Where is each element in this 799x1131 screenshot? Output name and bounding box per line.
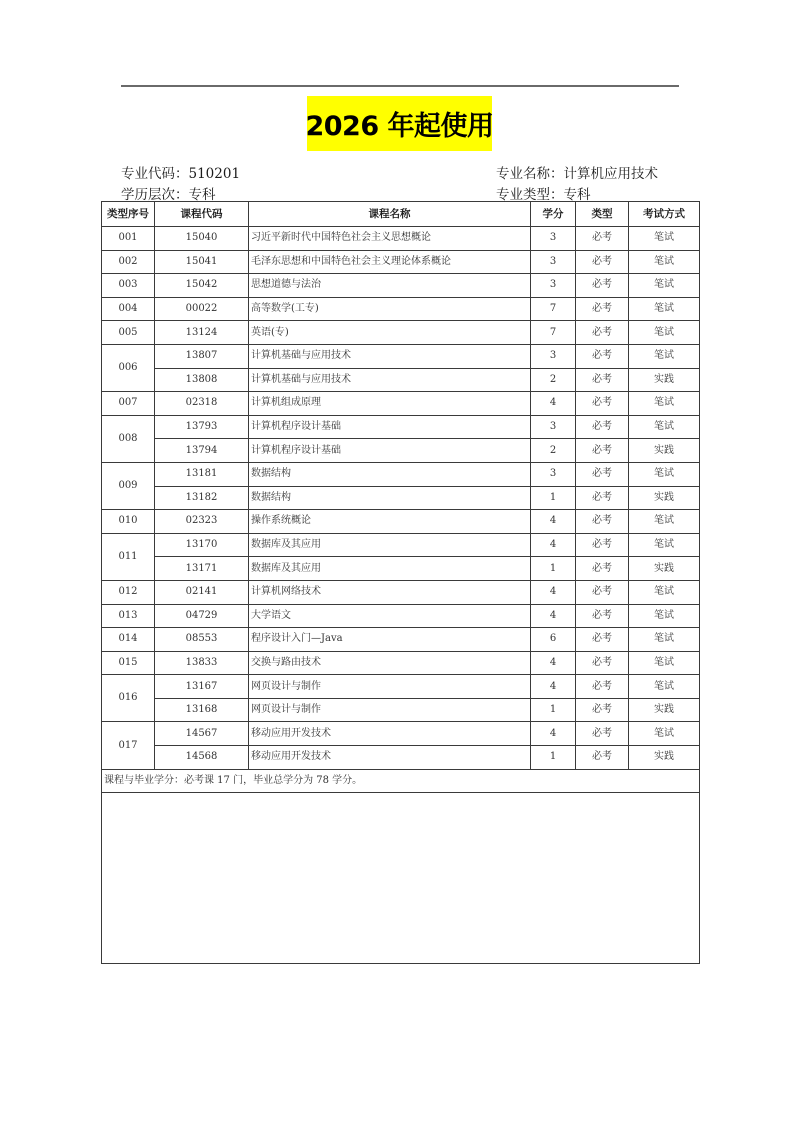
- major-code-value: 510201: [188, 166, 241, 182]
- cell-type: 必考: [576, 580, 629, 604]
- cell-seq: 007: [102, 392, 155, 416]
- cell-name: 英语(专): [249, 321, 531, 345]
- cell-code: 13794: [155, 439, 249, 463]
- level-label: 学历层次：: [121, 187, 189, 203]
- cell-name: 数据结构: [249, 462, 531, 486]
- table-row: [102, 368, 700, 392]
- cell-credit: 4: [531, 722, 576, 746]
- cell-exam: 实践: [629, 368, 700, 392]
- cell-name: 大学语文: [249, 604, 531, 628]
- cell-type: 必考: [576, 628, 629, 652]
- cell-code: 13807: [155, 344, 249, 368]
- cell-type: 必考: [576, 533, 629, 557]
- cell-code: 13124: [155, 321, 249, 345]
- cell-credit: 3: [531, 274, 576, 298]
- cell-credit: 2: [531, 368, 576, 392]
- cell-credit: 3: [531, 227, 576, 251]
- cell-seq: 013: [102, 604, 155, 628]
- cell-name: 计算机程序设计基础: [249, 415, 531, 439]
- cell-seq: 001: [102, 227, 155, 251]
- table-row: [102, 462, 700, 486]
- cell-name: 计算机程序设计基础: [249, 439, 531, 463]
- table-row: [102, 486, 700, 510]
- table-row: [102, 344, 700, 368]
- cell-exam: 实践: [629, 698, 700, 722]
- cell-name: 数据结构: [249, 486, 531, 510]
- cell-code: 13833: [155, 651, 249, 675]
- cell-type: 必考: [576, 510, 629, 534]
- cell-code: 08553: [155, 628, 249, 652]
- cell-name: 高等数学(工专): [249, 297, 531, 321]
- cell-exam: 笔试: [629, 415, 700, 439]
- cell-seq: 011: [102, 533, 155, 580]
- cell-exam: 笔试: [629, 321, 700, 345]
- cell-seq: 002: [102, 250, 155, 274]
- table-row: [102, 651, 700, 675]
- cell-type: 必考: [576, 557, 629, 581]
- cell-type: 必考: [576, 604, 629, 628]
- cell-code: 15040: [155, 227, 249, 251]
- cell-name: 计算机基础与应用技术: [249, 368, 531, 392]
- cell-type: 必考: [576, 368, 629, 392]
- education-level: [121, 183, 216, 203]
- cell-code: 13171: [155, 557, 249, 581]
- table-row: [102, 698, 700, 722]
- cell-seq: 014: [102, 628, 155, 652]
- major-type-label: 专业类型：: [496, 187, 564, 203]
- cell-code: 04729: [155, 604, 249, 628]
- table-row: [102, 415, 700, 439]
- blank-area: [102, 792, 700, 963]
- cell-type: 必考: [576, 297, 629, 321]
- cell-code: 13181: [155, 462, 249, 486]
- cell-exam: 笔试: [629, 533, 700, 557]
- cell-exam: 笔试: [629, 604, 700, 628]
- cell-exam: 笔试: [629, 628, 700, 652]
- cell-exam: 笔试: [629, 392, 700, 416]
- cell-exam: 实践: [629, 557, 700, 581]
- table-row: [102, 250, 700, 274]
- cell-credit: 3: [531, 344, 576, 368]
- cell-code: 13167: [155, 675, 249, 699]
- table-row: [102, 675, 700, 699]
- cell-code: 13793: [155, 415, 249, 439]
- cell-type: 必考: [576, 462, 629, 486]
- table-row: [102, 274, 700, 298]
- cell-code: 14567: [155, 722, 249, 746]
- header-name: 课程名称: [249, 202, 531, 227]
- major-name-label: 专业名称：: [496, 166, 564, 182]
- cell-name: 计算机网络技术: [249, 580, 531, 604]
- cell-code: 15041: [155, 250, 249, 274]
- cell-type: 必考: [576, 344, 629, 368]
- table-row: [102, 533, 700, 557]
- cell-code: 13808: [155, 368, 249, 392]
- cell-exam: 笔试: [629, 250, 700, 274]
- cell-credit: 2: [531, 439, 576, 463]
- cell-credit: 1: [531, 486, 576, 510]
- major-code: [121, 162, 240, 182]
- header-type: 类型: [576, 202, 629, 227]
- cell-name: 毛泽东思想和中国特色社会主义理论体系概论: [249, 250, 531, 274]
- cell-code: 13182: [155, 486, 249, 510]
- cell-credit: 4: [531, 533, 576, 557]
- cell-name: 数据库及其应用: [249, 533, 531, 557]
- table-row: [102, 580, 700, 604]
- cell-credit: 4: [531, 675, 576, 699]
- major-name: [496, 162, 658, 182]
- cell-code: 13168: [155, 698, 249, 722]
- major-name-value: 计算机应用技术: [563, 166, 658, 182]
- cell-name: 数据库及其应用: [249, 557, 531, 581]
- cell-credit: 1: [531, 746, 576, 770]
- cell-name: 网页设计与制作: [249, 698, 531, 722]
- cell-exam: 笔试: [629, 297, 700, 321]
- summary-text: 课程与毕业学分：必考课 17 门，毕业总学分为 78 学分。: [102, 769, 700, 792]
- table-row: [102, 604, 700, 628]
- cell-type: 必考: [576, 250, 629, 274]
- cell-exam: 笔试: [629, 274, 700, 298]
- cell-type: 必考: [576, 722, 629, 746]
- cell-seq: 010: [102, 510, 155, 534]
- top-rule: [121, 85, 679, 87]
- cell-credit: 4: [531, 604, 576, 628]
- cell-name: 习近平新时代中国特色社会主义思想概论: [249, 227, 531, 251]
- cell-code: 02318: [155, 392, 249, 416]
- cell-exam: 笔试: [629, 510, 700, 534]
- cell-credit: 4: [531, 510, 576, 534]
- cell-type: 必考: [576, 392, 629, 416]
- page-title: 2026 年起使用: [307, 96, 492, 151]
- cell-type: 必考: [576, 651, 629, 675]
- cell-type: 必考: [576, 746, 629, 770]
- cell-exam: 实践: [629, 486, 700, 510]
- header-seq: 类型序号: [102, 202, 155, 227]
- cell-seq: 009: [102, 462, 155, 509]
- cell-credit: 6: [531, 628, 576, 652]
- table-row: [102, 321, 700, 345]
- cell-credit: 4: [531, 580, 576, 604]
- cell-name: 操作系统概论: [249, 510, 531, 534]
- table-header-row: [102, 202, 700, 227]
- cell-code: 02141: [155, 580, 249, 604]
- cell-name: 程序设计入门—Java: [249, 628, 531, 652]
- cell-seq: 012: [102, 580, 155, 604]
- cell-seq: 008: [102, 415, 155, 462]
- cell-seq: 004: [102, 297, 155, 321]
- table-body: [102, 227, 700, 770]
- cell-seq: 015: [102, 651, 155, 675]
- cell-type: 必考: [576, 439, 629, 463]
- cell-seq: 006: [102, 344, 155, 391]
- level-value: 专科: [188, 187, 216, 203]
- header-credit: 学分: [531, 202, 576, 227]
- cell-type: 必考: [576, 415, 629, 439]
- cell-exam: 笔试: [629, 462, 700, 486]
- cell-name: 计算机基础与应用技术: [249, 344, 531, 368]
- cell-code: 13170: [155, 533, 249, 557]
- cell-seq: 005: [102, 321, 155, 345]
- cell-credit: 7: [531, 321, 576, 345]
- table-row: [102, 227, 700, 251]
- cell-name: 网页设计与制作: [249, 675, 531, 699]
- cell-seq: 017: [102, 722, 155, 769]
- cell-exam: 笔试: [629, 227, 700, 251]
- table-row: [102, 628, 700, 652]
- course-table: [101, 201, 700, 964]
- cell-exam: 笔试: [629, 344, 700, 368]
- cell-credit: 4: [531, 651, 576, 675]
- cell-type: 必考: [576, 227, 629, 251]
- cell-exam: 笔试: [629, 722, 700, 746]
- table-row: [102, 392, 700, 416]
- cell-credit: 4: [531, 392, 576, 416]
- table-row: [102, 297, 700, 321]
- major-type: [496, 183, 591, 203]
- cell-code: 00022: [155, 297, 249, 321]
- table-row: [102, 746, 700, 770]
- cell-exam: 笔试: [629, 651, 700, 675]
- cell-name: 移动应用开发技术: [249, 722, 531, 746]
- cell-credit: 1: [531, 557, 576, 581]
- cell-credit: 3: [531, 250, 576, 274]
- cell-name: 交换与路由技术: [249, 651, 531, 675]
- blank-row: [102, 792, 700, 963]
- cell-name: 思想道德与法治: [249, 274, 531, 298]
- cell-type: 必考: [576, 486, 629, 510]
- cell-credit: 7: [531, 297, 576, 321]
- cell-credit: 3: [531, 415, 576, 439]
- cell-name: 移动应用开发技术: [249, 746, 531, 770]
- cell-type: 必考: [576, 321, 629, 345]
- cell-code: 14568: [155, 746, 249, 770]
- cell-name: 计算机组成原理: [249, 392, 531, 416]
- summary-row: [102, 769, 700, 792]
- header-code: 课程代码: [155, 202, 249, 227]
- cell-code: 02323: [155, 510, 249, 534]
- table-row: [102, 439, 700, 463]
- cell-code: 15042: [155, 274, 249, 298]
- cell-exam: 笔试: [629, 580, 700, 604]
- cell-type: 必考: [576, 274, 629, 298]
- major-type-value: 专科: [563, 187, 591, 203]
- table-row: [102, 722, 700, 746]
- major-code-label: 专业代码：: [121, 166, 189, 182]
- cell-credit: 3: [531, 462, 576, 486]
- cell-seq: 016: [102, 675, 155, 722]
- cell-exam: 笔试: [629, 675, 700, 699]
- cell-type: 必考: [576, 675, 629, 699]
- table-row: [102, 510, 700, 534]
- cell-seq: 003: [102, 274, 155, 298]
- cell-exam: 实践: [629, 746, 700, 770]
- table-row: [102, 557, 700, 581]
- cell-credit: 1: [531, 698, 576, 722]
- cell-type: 必考: [576, 698, 629, 722]
- cell-exam: 实践: [629, 439, 700, 463]
- header-exam: 考试方式: [629, 202, 700, 227]
